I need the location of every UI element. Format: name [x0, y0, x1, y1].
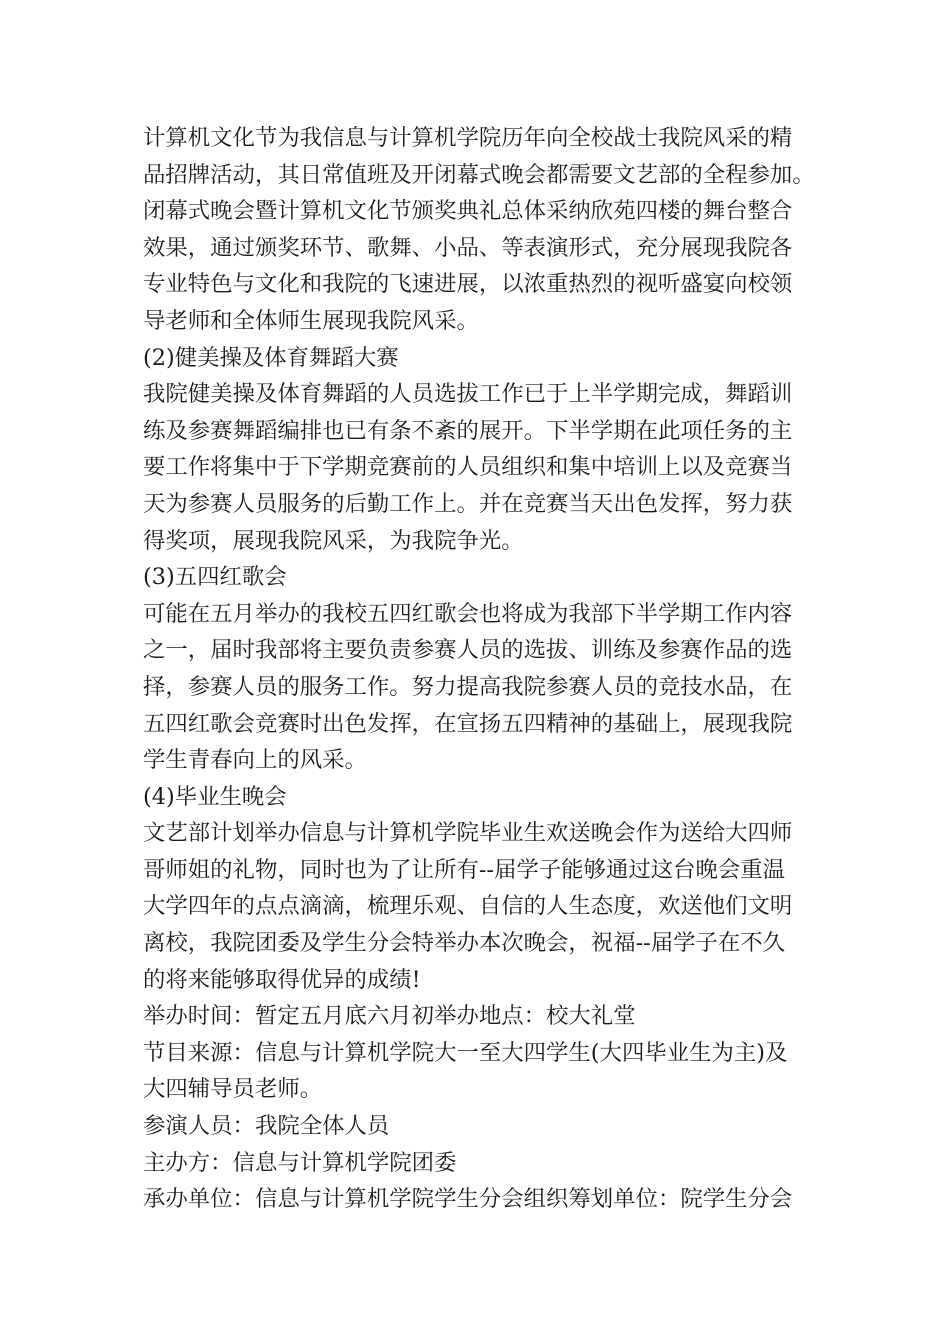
- text-line: 学生青春向上的风采。: [143, 747, 367, 774]
- text-line: 哥师姐的礼物，同时也为了让所有--届学子能够通过这台晚会重温: [143, 856, 786, 883]
- text-line: 大学四年的点点滴滴，梳理乐观、自信的人生态度，欢送他们文明: [143, 893, 793, 920]
- section-heading: (4)毕业生晚会: [143, 783, 287, 810]
- text-line: 我院健美操及体育舞蹈的人员选拔工作已于上半学期完成，舞蹈训: [143, 381, 793, 408]
- text-line: 天为参赛人员服务的后勤工作上。并在竞赛当天出色发挥，努力获: [143, 490, 793, 517]
- text-line: 得奖项，展现我院风采，为我院争光。: [143, 527, 524, 554]
- text-line: 要工作将集中于下学期竞赛前的人员组织和集中培训上以及竞赛当: [143, 454, 793, 481]
- text-line: 专业特色与文化和我院的飞速进展，以浓重热烈的视听盛宴向校领: [143, 271, 793, 298]
- text-line: 之一，届时我部将主要负责参赛人员的选拔、训练及参赛作品的选: [143, 637, 793, 664]
- text-line: 品招牌活动，其日常值班及开闭幕式晚会都需要文艺部的全程参加。: [143, 161, 815, 188]
- text-line: 导老师和全体师生展现我院风采。: [143, 307, 479, 334]
- event-time-line: 举办时间：暂定五月底六月初举办地点：校大礼堂: [143, 1003, 636, 1030]
- text-line: 离校，我院团委及学生分会特举办本次晚会，祝福--届学子在不久: [143, 930, 786, 957]
- participants-line: 参演人员：我院全体人员: [143, 1113, 390, 1140]
- text-line: 的将来能够取得优异的成绩!: [143, 966, 421, 993]
- text-line: 五四红歌会竞赛时出色发挥，在宣扬五四精神的基础上，展现我院: [143, 710, 793, 737]
- text-line: 可能在五月举办的我校五四红歌会也将成为我部下半学期工作内容: [143, 600, 793, 627]
- section-heading: (3)五四红歌会: [143, 564, 287, 591]
- text-line: 练及参赛舞蹈编排也已有条不紊的展开。下半学期在此项任务的主: [143, 417, 793, 444]
- text-line: 闭幕式晚会暨计算机文化节颁奖典礼总体采纳欣苑四楼的舞台整合: [143, 198, 793, 225]
- organizer-line: 承办单位：信息与计算机学院学生分会组织筹划单位：院学生分会: [143, 1186, 793, 1213]
- text-line: 计算机文化节为我信息与计算机学院历年向全校战士我院风采的精: [143, 125, 793, 151]
- text-line: 文艺部计划举办信息与计算机学院毕业生欢送晚会作为送给大四师: [143, 820, 793, 847]
- section-heading: (2)健美操及体育舞蹈大赛: [143, 344, 399, 371]
- text-line: 择，参赛人员的服务工作。努力提高我院参赛人员的竞技水品，在: [143, 673, 793, 700]
- program-source-line: 节目来源：信息与计算机学院大一至大四学生(大四毕业生为主)及: [143, 1039, 788, 1066]
- document-body: [143, 120, 823, 1218]
- text-line: 大四辅导员老师。: [143, 1076, 323, 1103]
- host-line: 主办方：信息与计算机学院团委: [143, 1149, 457, 1176]
- text-line: 效果，通过颁奖环节、歌舞、小品、等表演形式，充分展现我院各: [143, 234, 793, 261]
